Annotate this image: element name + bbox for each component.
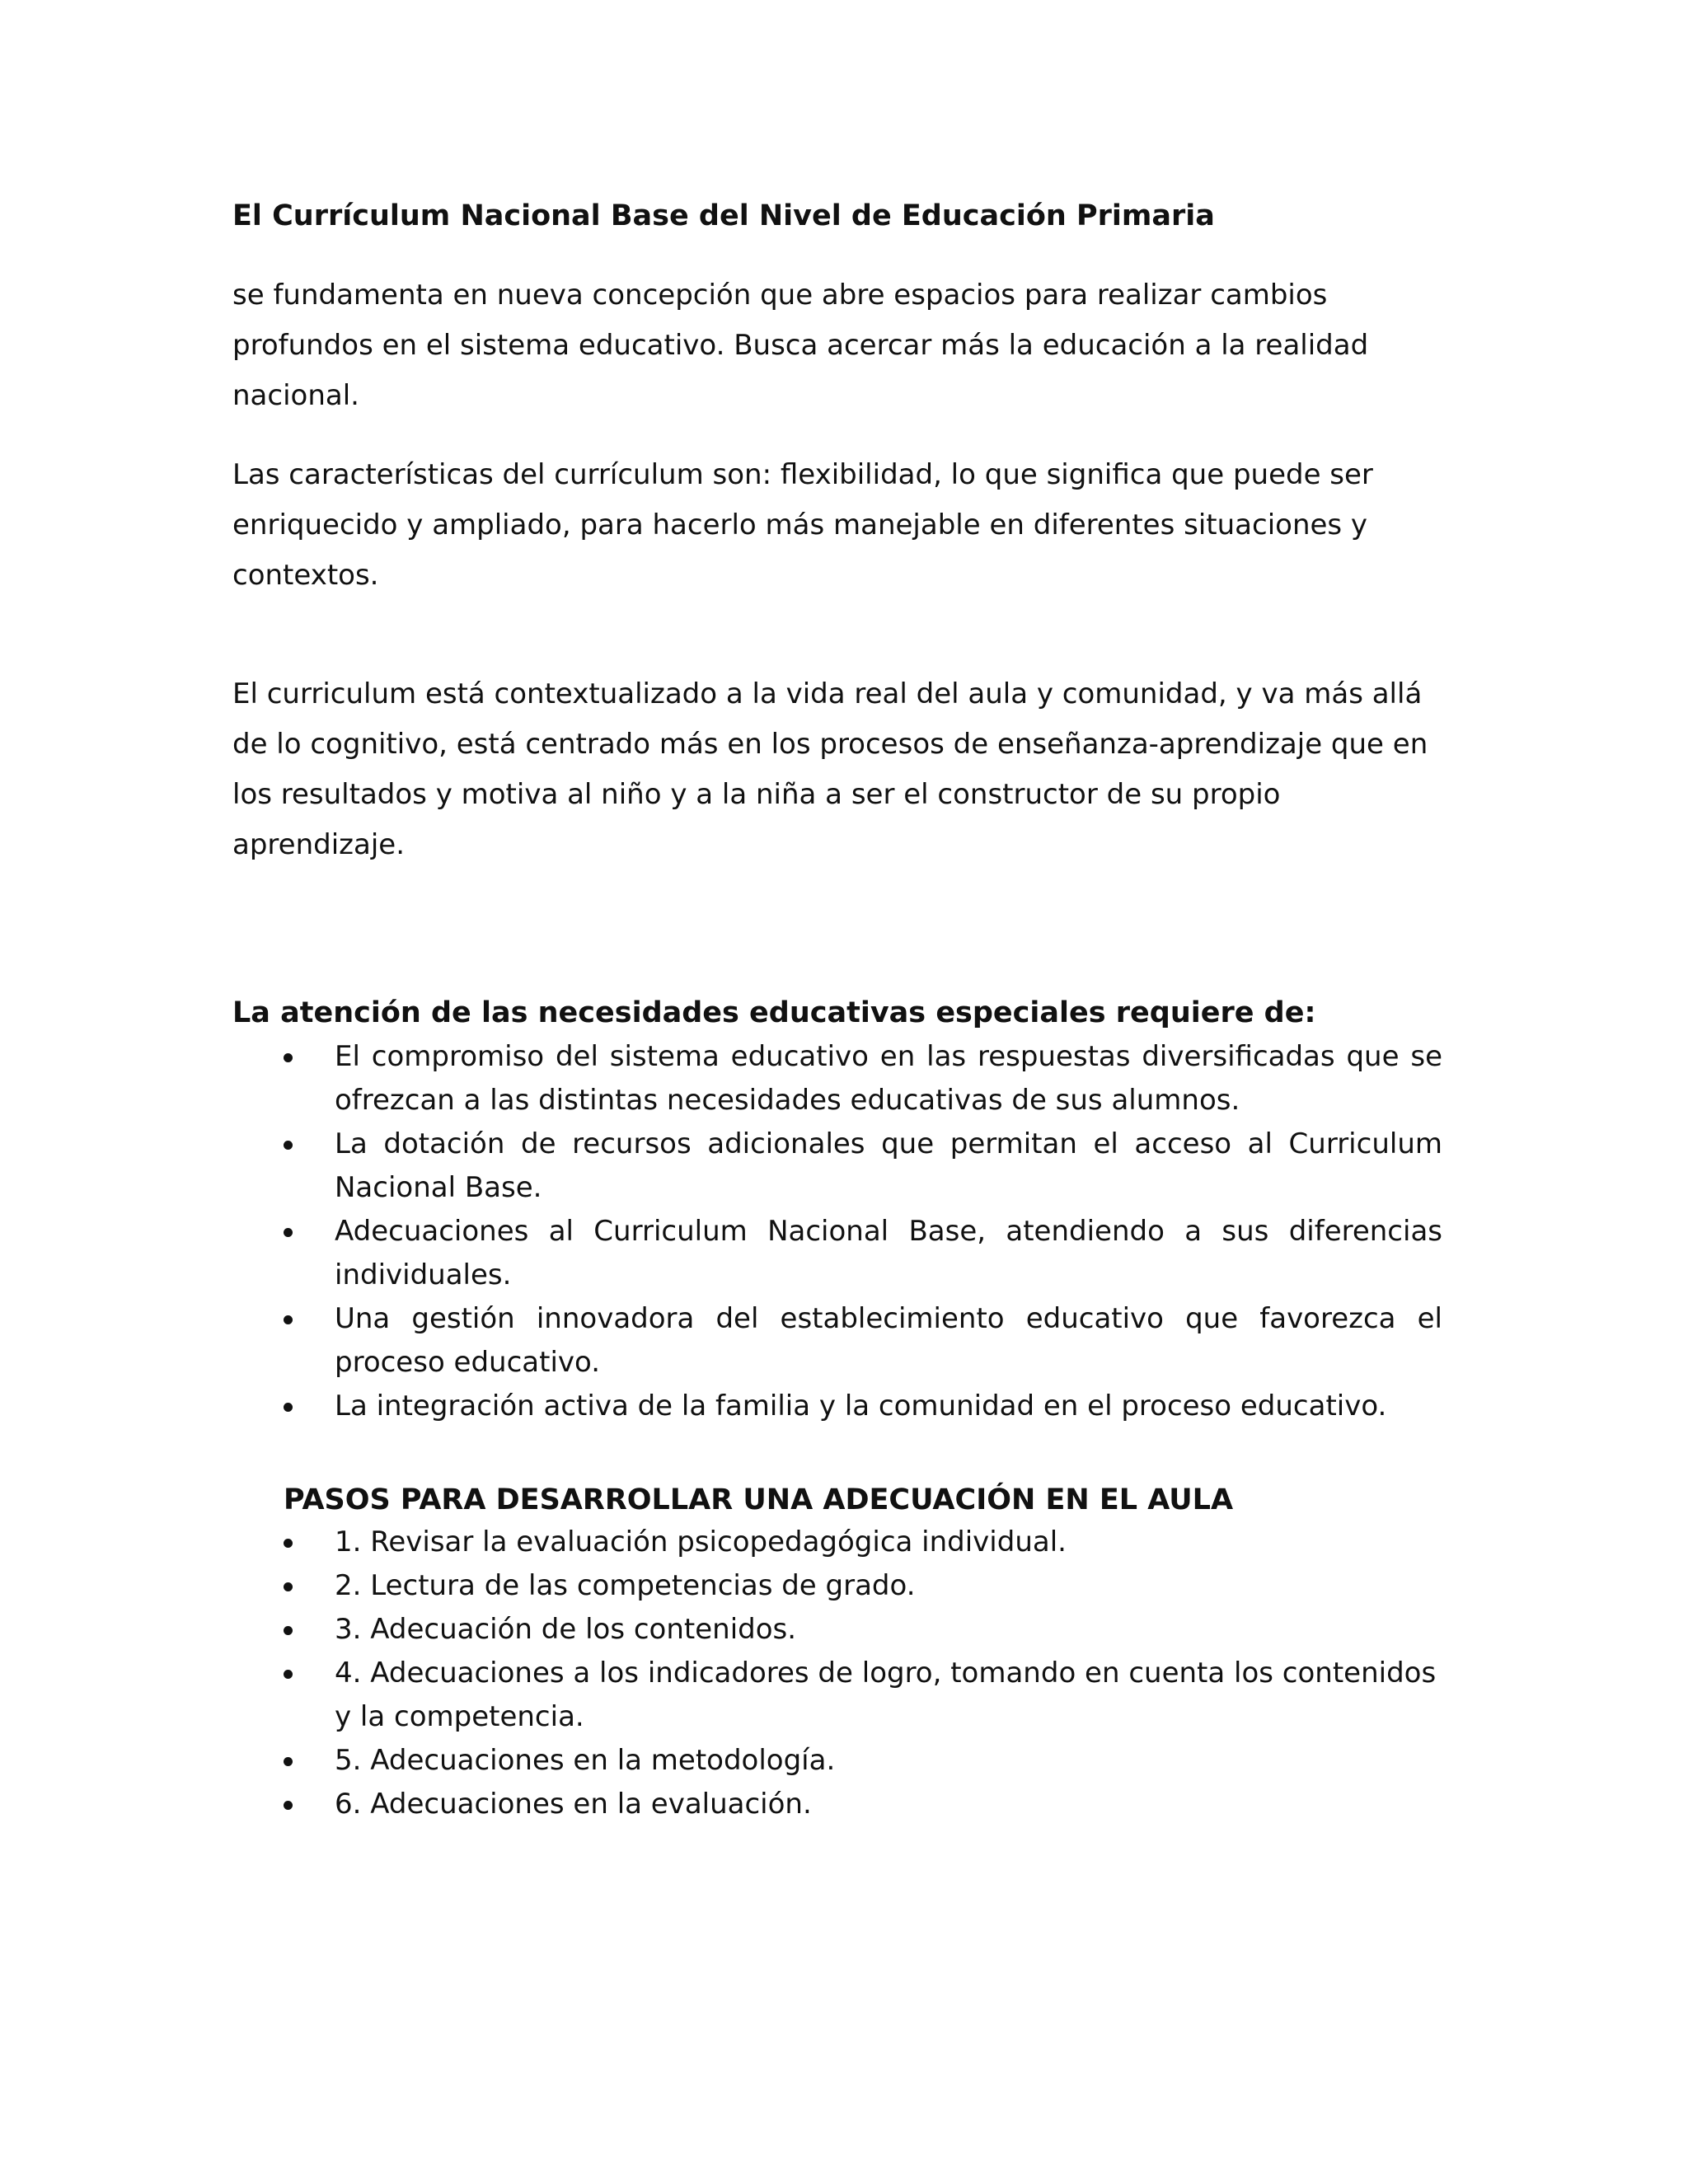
bullet-icon: [284, 1228, 293, 1237]
list-item: [284, 1783, 1442, 1826]
list-item: [284, 1297, 1442, 1385]
list-item-text: La dotación de recursos adicionales que permitan el acceso al Curriculum Nacional Base.: [335, 1127, 1442, 1204]
needs-list: [284, 1035, 1442, 1428]
bullet-icon: [284, 1582, 293, 1591]
list-item-text: 4. Adecuaciones a los indicadores de logro, tomando en cuenta los contenidos y la competencia.: [335, 1657, 1437, 1733]
paragraph-context: El curriculum está contextualizado a la vida real del aula y comunidad, y va más allá de lo cognitivo, está centrado más en los procesos de enseñanza-aprendizaje que en los resultados y motiva al niño y a la niña a ser el constructor de su propio aprendizaje.: [232, 677, 1428, 861]
list-item: [284, 1122, 1442, 1210]
list-item: [284, 1608, 1442, 1652]
bullet-icon: [284, 1403, 293, 1412]
list-item: [284, 1385, 1442, 1428]
list-item-text: Adecuaciones al Curriculum Nacional Base, atendiendo a sus diferencias individuales.: [335, 1215, 1442, 1291]
list-item-text: 3. Adecuación de los contenidos.: [335, 1613, 797, 1646]
list-item-text: Una gestión innovadora del establecimiento educativo que favorezca el proceso educativo.: [335, 1302, 1442, 1379]
bullet-icon: [284, 1670, 293, 1679]
paragraph-intro: se fundamenta en nueva concepción que abre espacios para realizar cambios profundos en el sistema educativo. Busca acercar más la educación a la realidad nacional.: [232, 279, 1369, 412]
list-item: [284, 1521, 1442, 1564]
list-item: [284, 1564, 1442, 1608]
list-item-text: 6. Adecuaciones en la evaluación.: [335, 1788, 812, 1821]
list-item: [284, 1739, 1442, 1783]
list-item: [284, 1652, 1442, 1739]
bullet-icon: [284, 1757, 293, 1766]
list-item: [284, 1210, 1442, 1297]
list-item-text: 5. Adecuaciones en la metodología.: [335, 1744, 836, 1777]
section-needs-heading: La atención de las necesidades educativas especiales requiere de:: [232, 996, 1316, 1029]
section-steps-heading: PASOS PARA DESARROLLAR UNA ADECUACIÓN EN EL AULA: [284, 1483, 1234, 1516]
bullet-icon: [284, 1539, 293, 1548]
list-item-text: La integración activa de la familia y la comunidad en el proceso educativo.: [335, 1390, 1387, 1422]
list-item-text: El compromiso del sistema educativo en las respuestas diversificadas que se ofrezcan a las distintas necesidades educativas de sus alumnos.: [335, 1040, 1442, 1117]
paragraph-characteristics: Las características del currículum son: flexibilidad, lo que significa que puede ser enriquecido y ampliado, para hacerlo más manejable en diferentes situaciones y contextos.: [232, 458, 1373, 592]
document-title: El Currículum Nacional Base del Nivel de Educación Primaria: [232, 199, 1215, 232]
bullet-icon: [284, 1053, 293, 1062]
list-item-text: 2. Lectura de las competencias de grado.: [335, 1569, 916, 1602]
list-item: [284, 1035, 1442, 1122]
steps-list: [284, 1521, 1442, 1826]
list-item-text: 1. Revisar la evaluación psicopedagógica individual.: [335, 1526, 1067, 1558]
bullet-icon: [284, 1801, 293, 1810]
bullet-icon: [284, 1315, 293, 1324]
bullet-icon: [284, 1626, 293, 1635]
bullet-icon: [284, 1141, 293, 1150]
